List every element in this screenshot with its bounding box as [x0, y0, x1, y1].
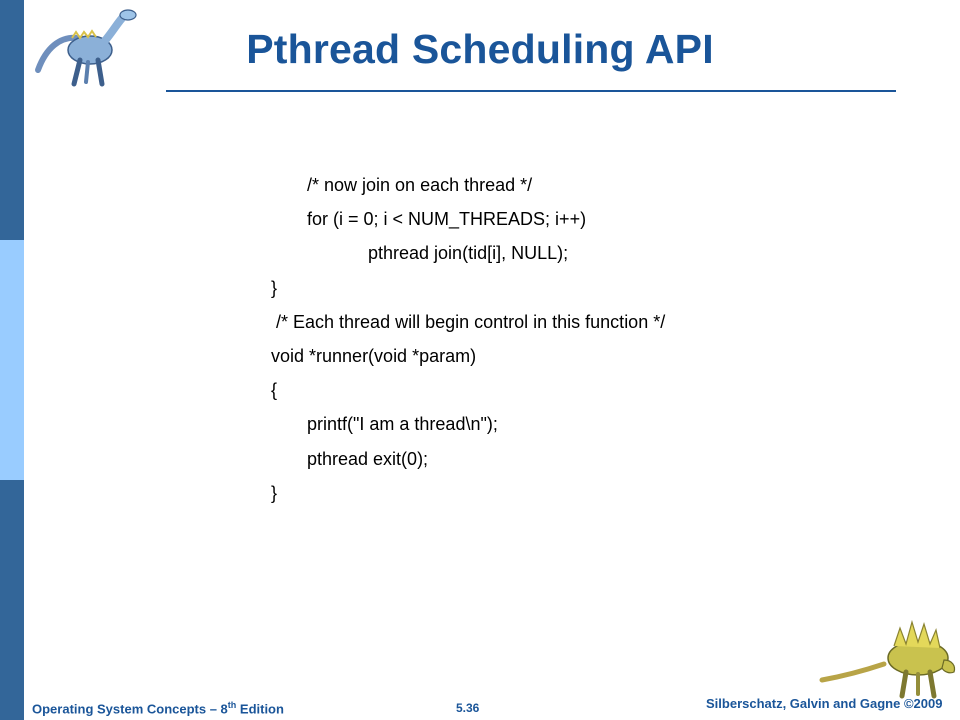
dinosaur-stegosaur-icon	[814, 614, 960, 700]
code-line-6: void *runner(void *param)	[271, 346, 477, 366]
code-line-9: pthread exit(0);	[307, 449, 429, 469]
code-line-1: /* now join on each thread */	[307, 175, 533, 195]
slide-title: Pthread Scheduling API	[246, 26, 714, 72]
left-sidebar-stripe	[0, 0, 24, 720]
footer-page-number: 5.36	[456, 701, 480, 715]
title-underline	[166, 90, 896, 92]
footer-book-title	[32, 700, 284, 716]
code-line-4: }	[271, 278, 278, 298]
footer-authors: Silberschatz, Galvin and Gagne ©2009	[706, 696, 943, 711]
footer-book-title-sup: th	[227, 700, 237, 710]
left-sidebar-stripe-light-segment	[0, 240, 24, 480]
code-line-10: }	[271, 483, 278, 503]
dinosaur-sauropod-icon	[32, 6, 148, 90]
code-line-8: printf("I am a thread\n");	[307, 414, 498, 434]
code-line-7: {	[271, 380, 278, 400]
code-line-5: /* Each thread will begin control in this function */	[276, 312, 666, 332]
footer-book-title-suffix: Edition	[236, 701, 284, 717]
code-line-2: for (i = 0; i < NUM_THREADS; i++)	[307, 209, 587, 229]
footer-book-title-prefix: Operating System Concepts – 8	[32, 701, 228, 717]
code-line-3: pthread join(tid[i], NULL);	[368, 243, 569, 263]
